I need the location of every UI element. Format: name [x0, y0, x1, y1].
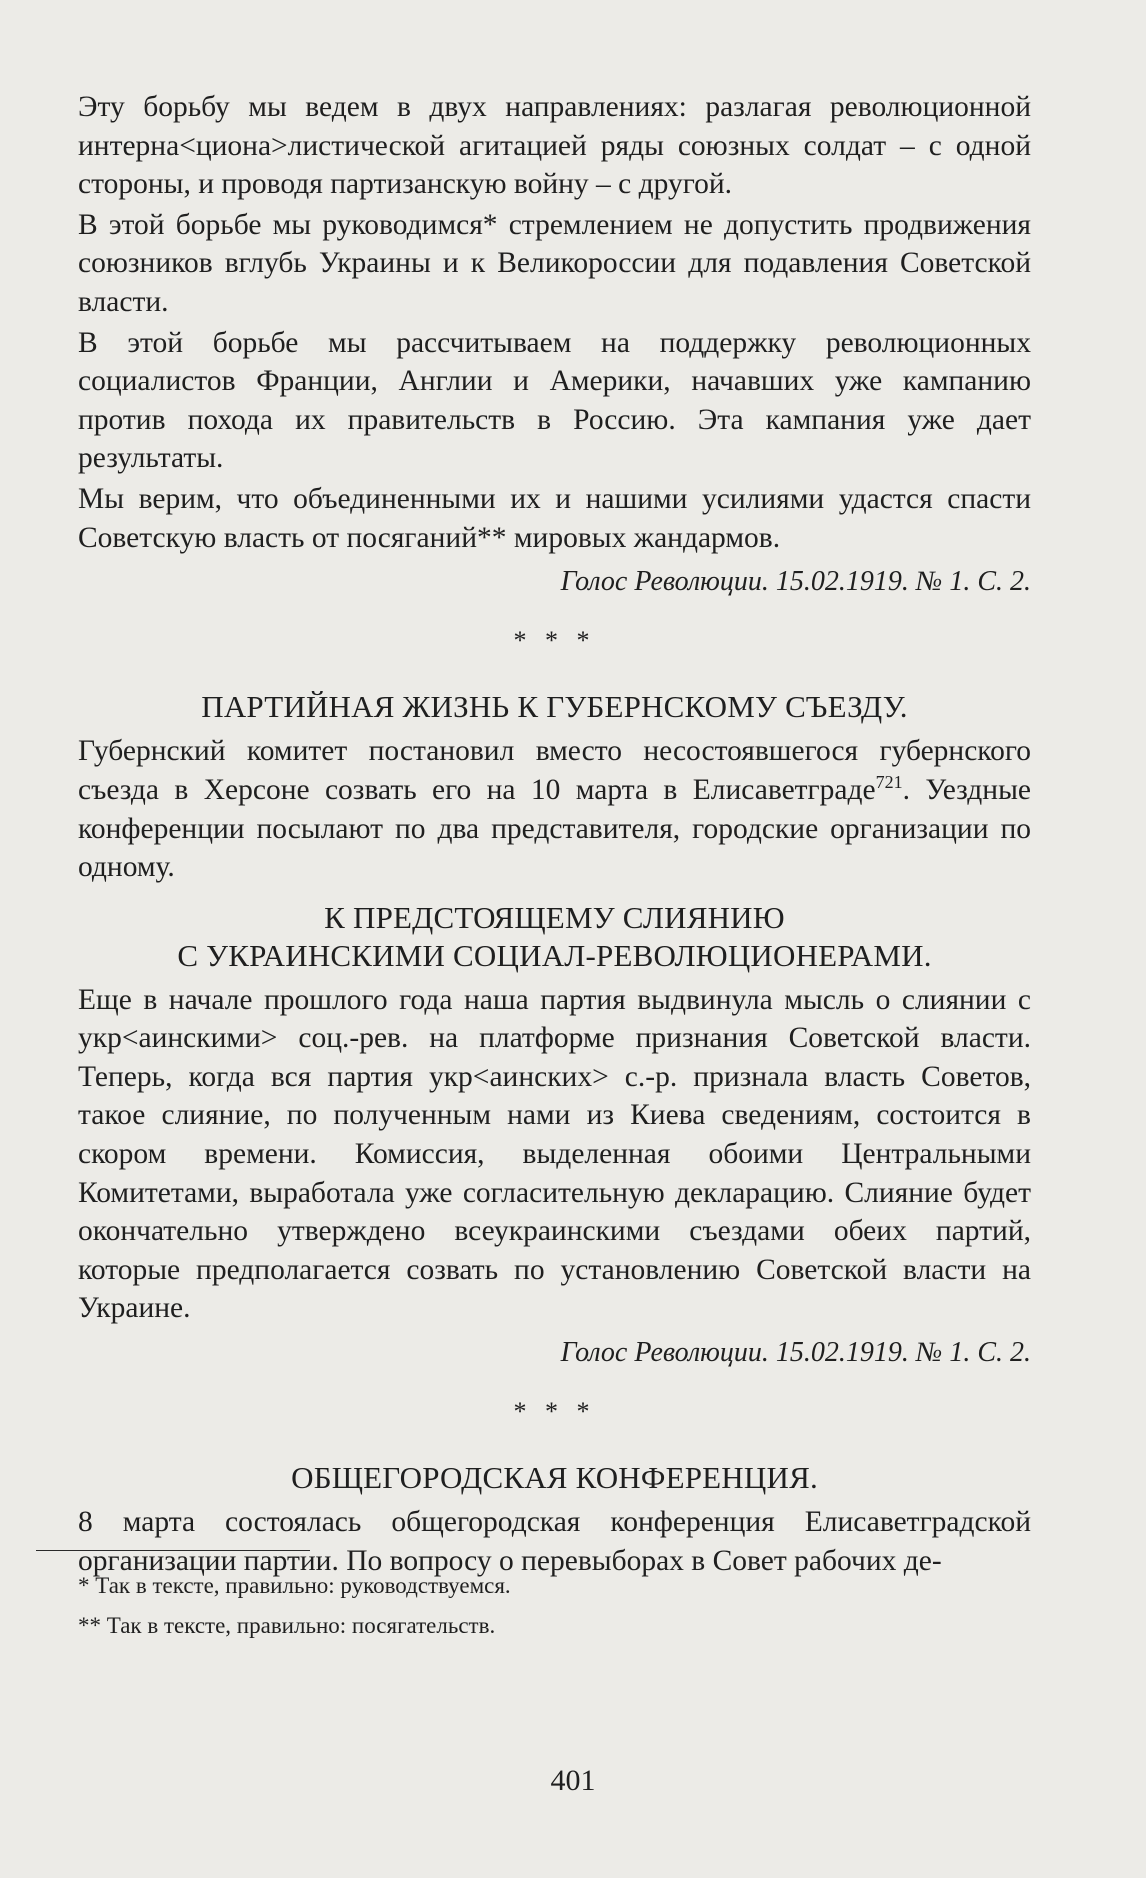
footnote: * Так в тексте, правильно: руководствуемся. [78, 1573, 511, 1598]
separator: * * * [513, 1396, 596, 1426]
source-citation: Голос Революции. 15.02.1919. № 1. С. 2. [560, 566, 1031, 598]
source-citation: Голос Революции. 15.02.1919. № 1. С. 2. [560, 1337, 1031, 1369]
paragraph: В этой борьбе мы рассчитываем на поддержку революционных социалистов Франции, Англии и Америки, начавших уже кампанию против похода их правительств в Россию. Эта кампания уже дает результаты. [78, 326, 1031, 475]
paragraph: Мы верим, что объединенными их и нашими усилиями удастся спасти Советскую власть от посяганий** мировых жандармов. [78, 482, 1031, 554]
paragraph: Еще в начале прошлого года наша партия выдвинула мысль о слиянии с укр<аинскими> соц.-рев. на платформе признания Советской власти. Теперь, когда вся партия укр<аинских> с.-р. признала власть Советов, такое слияние, по полученным нами из Киева сведениям, состоится в скором времени. Комиссия, выделенная обоими Центральными Комитетами, выработала уже согласительную декларацию. Слияние будет окончательно утверждено всеукраинскими съездами обеих партий, которые предполагается созвать по установлению Советской власти на Украине. [78, 983, 1031, 1325]
footnotes [78, 1566, 1028, 1646]
footnote-ref: 721 [875, 772, 903, 793]
paragraph: 8 марта состоялась общегородская конференция Елисаветградской организации партии. По вопросу о перевыборах в Совет рабочих де- [78, 1506, 1031, 1577]
article-heading: ПАРТИЙНАЯ ЖИЗНЬ К ГУБЕРНСКОМУ СЪЕЗДУ. [201, 689, 908, 725]
paragraph: В этой борьбе мы руководимся* стремлением не допустить продвижения союзников вглубь Украины и к Великороссии для подавления Советской власти. [78, 208, 1031, 318]
article-heading: ОБЩЕГОРОДСКАЯ КОНФЕРЕНЦИЯ. [291, 1460, 818, 1496]
main-text [78, 88, 1031, 1582]
paragraph-text: . Уездные конференции посылают по два представителя, городские организации по одному. [78, 773, 1031, 884]
footnote: ** Так в тексте, правильно: посягательств. [78, 1613, 496, 1638]
paragraph-text: Губернский комитет постановил вместо несостоявшегося губернского съезда в Херсоне созвать его на 10 марта в Елисаветграде [78, 735, 1031, 806]
paragraph [78, 732, 1031, 886]
paragraph: Эту борьбу мы ведем в двух направлениях: разлагая революционной интерна<циона>листической агитацией ряды союзных солдат – с одной стороны, и проводя партизанскую войну – с другой. [78, 91, 1031, 201]
article-heading: К ПРЕДСТОЯЩЕМУ СЛИЯНИЮ [324, 899, 785, 935]
separator: * * * [513, 625, 596, 655]
footnote-divider [36, 1550, 310, 1551]
article-heading: С УКРАИНСКИМИ СОЦИАЛ-РЕВОЛЮЦИОНЕРАМИ. [177, 937, 932, 973]
page-number: 401 [550, 1764, 596, 1797]
